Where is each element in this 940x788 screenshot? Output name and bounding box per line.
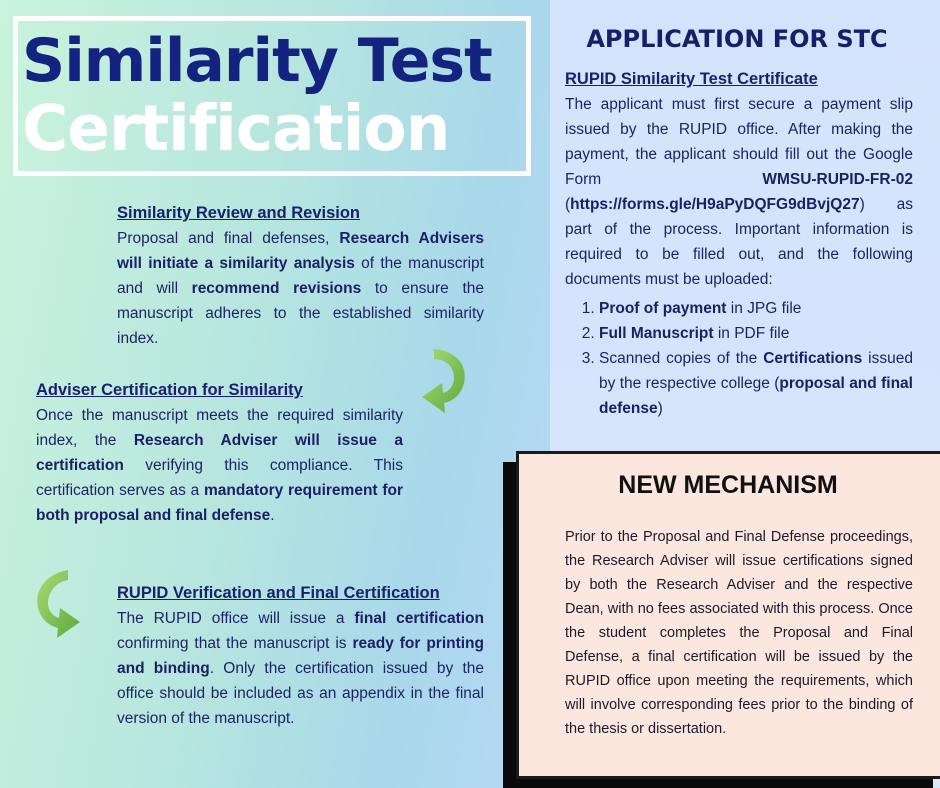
form-code: WMSU-RUPID-FR-02 <box>762 171 913 188</box>
mechanism-title: NEW MECHANISM <box>618 471 838 499</box>
section-heading: RUPID Verification and Final Certification <box>117 584 440 602</box>
list-item: 2. Full Manuscript in PDF file <box>599 321 913 346</box>
section-text: The RUPID office will issue a final certification confirming that the manuscript is ready for printing and binding. Only the certification issued by the office should be included as an appendix in the final version of the manuscript. <box>117 610 484 727</box>
application-title: APPLICATION FOR STC <box>586 25 888 53</box>
section-adviser-certification <box>36 378 403 528</box>
list-item: 3. Scanned copies of the Certifications issued by the respective college (proposal and final defense) <box>599 346 913 421</box>
section-heading: Adviser Certification for Similarity <box>36 381 303 399</box>
list-item: 1. Proof of payment in JPG file <box>599 296 913 321</box>
section-text: Proposal and final defenses, Research Advisers will initiate a similarity analysis of the manuscript and will recommend revisions to ensure the manuscript adheres to the established similarity index. <box>117 230 484 347</box>
page-title-line2: Certification <box>22 92 450 165</box>
section-rupid-verification <box>117 581 484 731</box>
section-text: Once the manuscript meets the required similarity index, the Research Adviser will issue a certification verifying this compliance. This certification serves as a mandatory requirement for both proposal and final defense. <box>36 407 403 524</box>
curved-arrow-down-icon <box>30 566 86 642</box>
form-link[interactable]: https://forms.gle/H9aPyDQFG9dBvjQ27 <box>570 196 860 213</box>
application-text: The applicant must first secure a payment slip issued by the RUPID office. After making the payment, the applicant should fill out the Google Form WMSU-RUPID-FR-02 (https://forms.gle/H9aPyDQFG9dBvjQ27) as part of the process. Important information is required to be filled out, and the following documents must be uploaded: <box>565 96 913 288</box>
section-heading: Similarity Review and Revision <box>117 204 361 222</box>
page-title-line1: Similarity Test <box>22 26 492 96</box>
requirements-list <box>565 296 913 421</box>
section-similarity-review <box>117 201 484 351</box>
mechanism-text: Prior to the Proposal and Final Defense proceedings, the Research Adviser will issue certifications signed by both the Research Adviser and the respective Dean, with no fees associated with this process. Once the student completes the Proposal and Final Defense, a final certification will be issued by the RUPID office upon meeting the requirements, which will involve corresponding fees prior to the binding of the thesis or dissertation. <box>565 529 913 737</box>
application-section <box>565 67 913 421</box>
application-heading: RUPID Similarity Test Certificate <box>565 70 818 88</box>
curved-arrow-down-icon <box>416 343 474 419</box>
